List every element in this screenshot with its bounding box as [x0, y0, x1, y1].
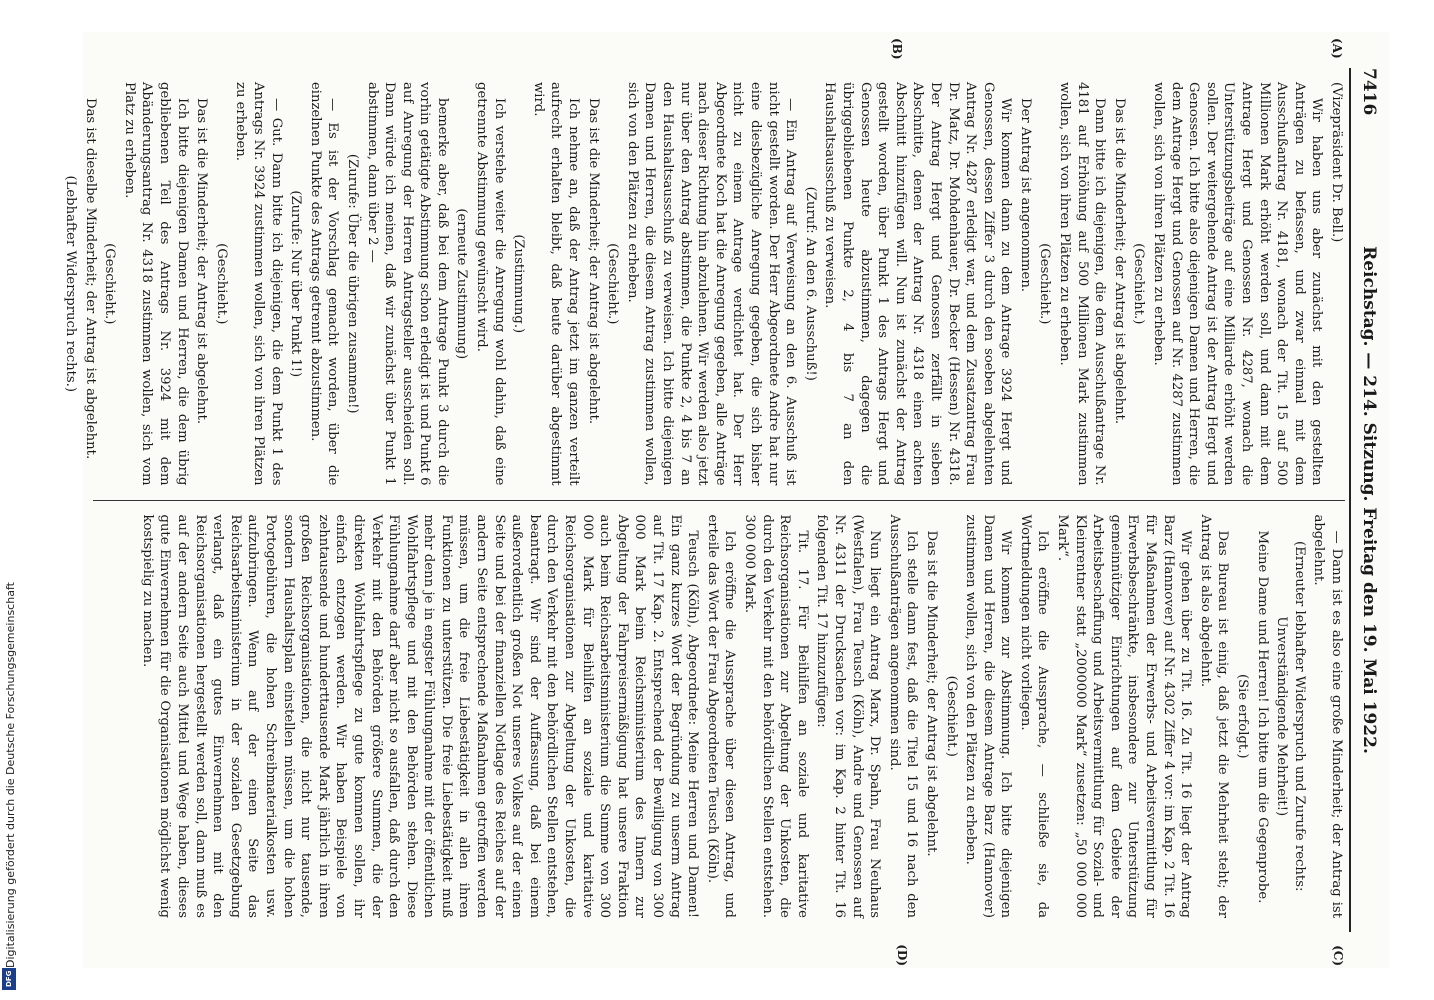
- paragraph: Wir gehen über zu Tit. 16. Zu Tit. 16 liegt der Antrag Barz (Hannover) auf Nr. 4302 Ziffer 4 vor: im Kap. 2 Tit. 16 für Maßnahmen der Erwerbs- und Arbeitsvermittlung für Erwerbsbeschränkte, insbesondere zur Unterstützung gemeinnütziger Einrichtungen auf dem Gebiete der Arbeitsbeschaffung und Arbeitsvermittlung für Sozial- und Kleinrentner statt „2000000 Mark“ zusetzen: „50 000 000 Mark“.: [1055, 514, 1194, 918]
- paragraph: (Zurufe: Über die übrigen zusammen!): [344, 153, 360, 414]
- paragraph: (Zuruf: An den 6. Ausschuß!): [802, 186, 818, 381]
- paragraph: Meine Dame und Herren! Ich bitte um die Gegenprobe.: [1254, 530, 1270, 904]
- paragraph: (Sie erfolgt.): [1235, 673, 1251, 759]
- right-column: [93, 501, 1345, 933]
- paragraph: (Geschieht.): [943, 675, 959, 757]
- paragraph: Tit. 17. Für Beihilfen an soziale und karitative Reichsorganisationen zur Abgeltung der Unkosten, die durch den Verkehr mit den behördlichen Stellen entstehen. 300 000 Mark.: [742, 514, 810, 918]
- margin-mark-b: (B): [890, 38, 904, 60]
- paragraph: (Lebhafter Widerspruch rechts.): [63, 175, 79, 393]
- paragraph: Ich verstehe weiter die Anregung wohl dahin, daß eine getrennte Abstimmung gewünscht wird.: [474, 82, 507, 486]
- paragraph: — Es ist der Vorschlag gemacht worden, über die einzelnen Punkte des Antrags getrennt abzustimmen.: [307, 82, 341, 486]
- paragraph: Ich eröffne die Aussprache, — schließe sie, da Wortmeldungen nicht vorliegen.: [1017, 514, 1051, 918]
- paragraph: (Erneuter lebhafter Widerspruch und Zurufe rechts: Unverständigende Mehrheit!): [1274, 541, 1307, 892]
- text-columns: [63, 38, 1345, 932]
- paragraph: Ich stelle dann fest, daß die Titel 15 und 16 nach den Ausschußanträgen angenommen sind.: [886, 514, 920, 918]
- paragraph: Dann bitte ich diejenigen, die dem Ausschußantrage Nr. 4181 auf Erhöhung auf 500 Millionen Mark zustimmen wollen, sich von ihren Plätzen zu erheben.: [1057, 82, 1108, 486]
- paragraph: Wir kommen dann zu dem Antrage 3924 Hergt und Genossen, dessen Ziffer 3 durch den soeben abgelehnten Antrag Nr. 4287 erledigt war, und dem Zusatzantrag Frau Dr. Matz, Dr. Mohdenhauer, Dr. Becker (Hessen) Nr. 4318. Der Antrag Hergt und Genossen zerfällt in sieben Abschnitte, denen der Antrag Nr. 4318 einen achten Abschnitt hinzufügen will. Nun ist zunächst der Antrag gestellt worden, über Punkt 1 des Antrags Hergt und Genossen heute abzustimmen, dagegen die übriggebliebenen Punkte 2, 4 bis 7 an den Haushaltsausschuß zu verweisen.: [822, 82, 1014, 486]
- paragraph: (Geschieht.): [605, 243, 621, 325]
- margin-mark-c: (C): [1331, 945, 1345, 966]
- paragraph: Teusch (Köln), Abgeordnete: Meine Herren und Damen! Ein ganz kurzes Wort der Begründung zu unserm Antrag auf Tit. 17 Kap. 2. Entsprechend der Bewilligung von 300 000 Mark beim Reichsministerium des Innern zur Abgeltung der Fahrpreisermäßigung hat unsere Fraktion auch beim Reichsarbeitsministerium die Summe von 300 000 Mark für Beihilfen an soziale und karitative Reichsorganisationen zur Abgeltung der Unkosten, die durch den Verkehr mit den behördlichen Stellen entstehen, beantragt. Wir sind der Auffassung, daß bei einem außerordentlich großen Not unseres Volkes auf der einen Seite und bei der finanziellen Notlage des Reiches auf der andern Seite entsprechende Maßnahmen getroffen werden müssen, um die freie Liebestätigkeit in allen ihren Funktionen zu unterstützen. Die freie Liebestätigkeit muß mehr denn je in engster Fühlungnahme mit der öffentlichen Wohlfahrtspflege und mit den Behörden stehen. Diese Fühlungnahme darf aber nicht so ausfallen, daß durch den Verkehr mit den Behörden größere Summen, die der direkten Wohlfahrtspflege zu gute kommen sollen, ihr einfach entzogen werden. Wir haben Beispiele von zehntausende und hunderttausende Mark jährlich in ihren großen Reichsorganisationen, die nicht nur tausende, sondern Haushaltsplan einstellen müssen, um die hohen Portogebühren, die hohen Schreibmaterialkosten usw. aufzubringen. Wenn auf der einen Seite das Reichsarbeitsministerium in der sozialen Gesetzgebung verlangt, daß ein gutes Einvernehmen mit den Reichsorganisationen hergestellt werden soll, dann muß es auf der andern Seite auch Mittel und Wege haben, dieses gute Einvernehmen für die Organisationen möglichst wenig kostspielig zu machen.: [139, 514, 701, 918]
- dfg-logo: DFG: [2, 968, 16, 990]
- paragraph: — Ein Antrag auf Verweisung an den 6. Ausschuß ist nicht gestellt worden. Der Herr Abgeordnete Andre hat nur eine diesbezügliche Anregung gegeben, die sich bisher nicht zu einem Antrage verdichtet hat. Der Herr Abgeordnete Koch hat die Anregung gegeben, alle Anträge nach dieser Richtung hin abzulehnen. Wir werden also jetzt nur über den Antrag abstimmen, die Punkte 2, 4 bis 7 an den Haushaltsausschuß zu verweisen. Ich bitte diejenigen Damen und Herren, die diesem Antrag zustimmen wollen, sich von den Plätzen zu erheben.: [624, 82, 799, 486]
- paragraph: (Zurufe: Nur über Punkt 1!): [288, 190, 304, 378]
- page-number: 7416: [1359, 68, 1379, 116]
- page-title: Reichstag. — 214. Sitzung. Freitag den 19. Mai 1922.: [1359, 246, 1379, 754]
- paragraph: bemerke aber, daß bei dem Antrage Punkt 3 durch die vorhin getätigte Abstimmung schon erledigt ist und Punkt 6 auf Anregung der Herren Antragsteller ausscheiden soll. Dann würde ich meinen, daß wir zunächst über Punkt 1 abstimmen, dann über 2 —: [364, 82, 450, 486]
- paragraph: (Zustimmung.): [511, 234, 527, 334]
- paragraph: (Geschieht.): [1037, 243, 1053, 325]
- paragraph: — Dann ist es also eine große Minderheit; der Antrag ist abgelehnt.: [1311, 514, 1344, 918]
- paragraph: Wir haben uns aber zunächst mit den gestellten Anträgen zu befassen, und zwar einmal mit dem Ausschußantrag Nr. 4181, wonach der Tit. 15 auf 500 Millionen Mark erhöht werden soll, und dann mit dem Antrage Hergt und Genossen Nr. 4287, wonach die Unterstützungsbeiträge auf eine Milliarde erhöht werden sollen. Der weitergehende Antrag ist der Antrag Hergt und Genossen. Ich bitte also diejenigen Damen und Herren, die dem Antrage Hergt und Genossen auf Nr. 4287 zustimmen wollen, sich von ihren Plätzen zu erheben.: [1151, 82, 1325, 486]
- paragraph: Das ist die Minderheit; der Antrag ist abgelehnt.: [585, 98, 601, 425]
- paragraph: (erneute Zustimmung): [454, 208, 470, 360]
- margin-mark-a: (A): [1330, 38, 1344, 59]
- paragraph: (Geschieht.): [1131, 243, 1147, 325]
- document-page: [63, 32, 1389, 968]
- paragraph: Wir kommen zur Abstimmung. Ich bitte diejenigen Damen und Herren, die diesem Antrage Barz (Hannover) zustimmen wollen, sich von den Plätzen zu erheben.: [963, 514, 1014, 918]
- paragraph: Das Bureau ist einig, daß jetzt die Mehrheit steht; der Antrag ist also abgelehnt.: [1197, 514, 1231, 918]
- paragraph: Ich eröffne die Aussprache über diesen Antrag, und erteile das Wort der Frau Abgeordneten Teusch (Köln).: [704, 514, 738, 918]
- paragraph: Das ist die Minderheit; der Antrag ist abgelehnt.: [1111, 98, 1127, 425]
- paragraph: Das ist die Minderheit; der Antrag ist abgelehnt.: [194, 98, 210, 425]
- paragraph: Ich nehme an, daß der Antrag jetzt im ganzen verteilt aufrecht erhalten bleibt, daß heute darüber abgestimmt wird.: [530, 82, 582, 486]
- digitization-credit: [0, 0, 22, 1000]
- margin-mark-d: (D): [895, 944, 909, 966]
- paragraph: Ich bitte diejenigen Damen und Herren, die dem übrig gebliebenen Teil des Antrags Nr. 3924 mit dem Abänderungsantrag Nr. 4318 zustimmen wollen, sich vom Platz zu erheben.: [121, 82, 190, 486]
- paragraph: Das ist dieselbe Minderheit; der Antrag ist abgelehnt.: [82, 98, 98, 460]
- paragraph: (Geschieht.): [213, 243, 229, 325]
- paragraph: (Geschieht.): [102, 243, 118, 325]
- credit-text: Digitalisierung gefördert durch die Deutsche Forschungsgemeinschaft: [4, 582, 17, 968]
- paragraph: Nun liegt ein Antrag Marx, Dr. Spahn, Frau Neuhaus (Westfalen), Frau Teusch (Köln), Andre und Genossen auf Nr. 4311 der Drucksachen vor: im Kap. 2 hinter Tit. 16 folgenden Tit. 17 hinzuzufügen:: [814, 514, 883, 918]
- page-header: [1349, 68, 1383, 932]
- paragraph: (Vizepräsident Dr. Bell.): [1329, 82, 1344, 243]
- paragraph: — Gut. Dann bitte ich diejenigen, die dem Punkt 1 des Antrags Nr. 3924 zustimmen wollen, sich von ihren Plätzen zu erheben.: [233, 82, 284, 486]
- left-column: [63, 38, 1345, 501]
- paragraph: Der Antrag ist angenommen.: [1017, 98, 1033, 293]
- paragraph: Das ist die Minderheit; der Antrag ist abgelehnt.: [923, 530, 939, 857]
